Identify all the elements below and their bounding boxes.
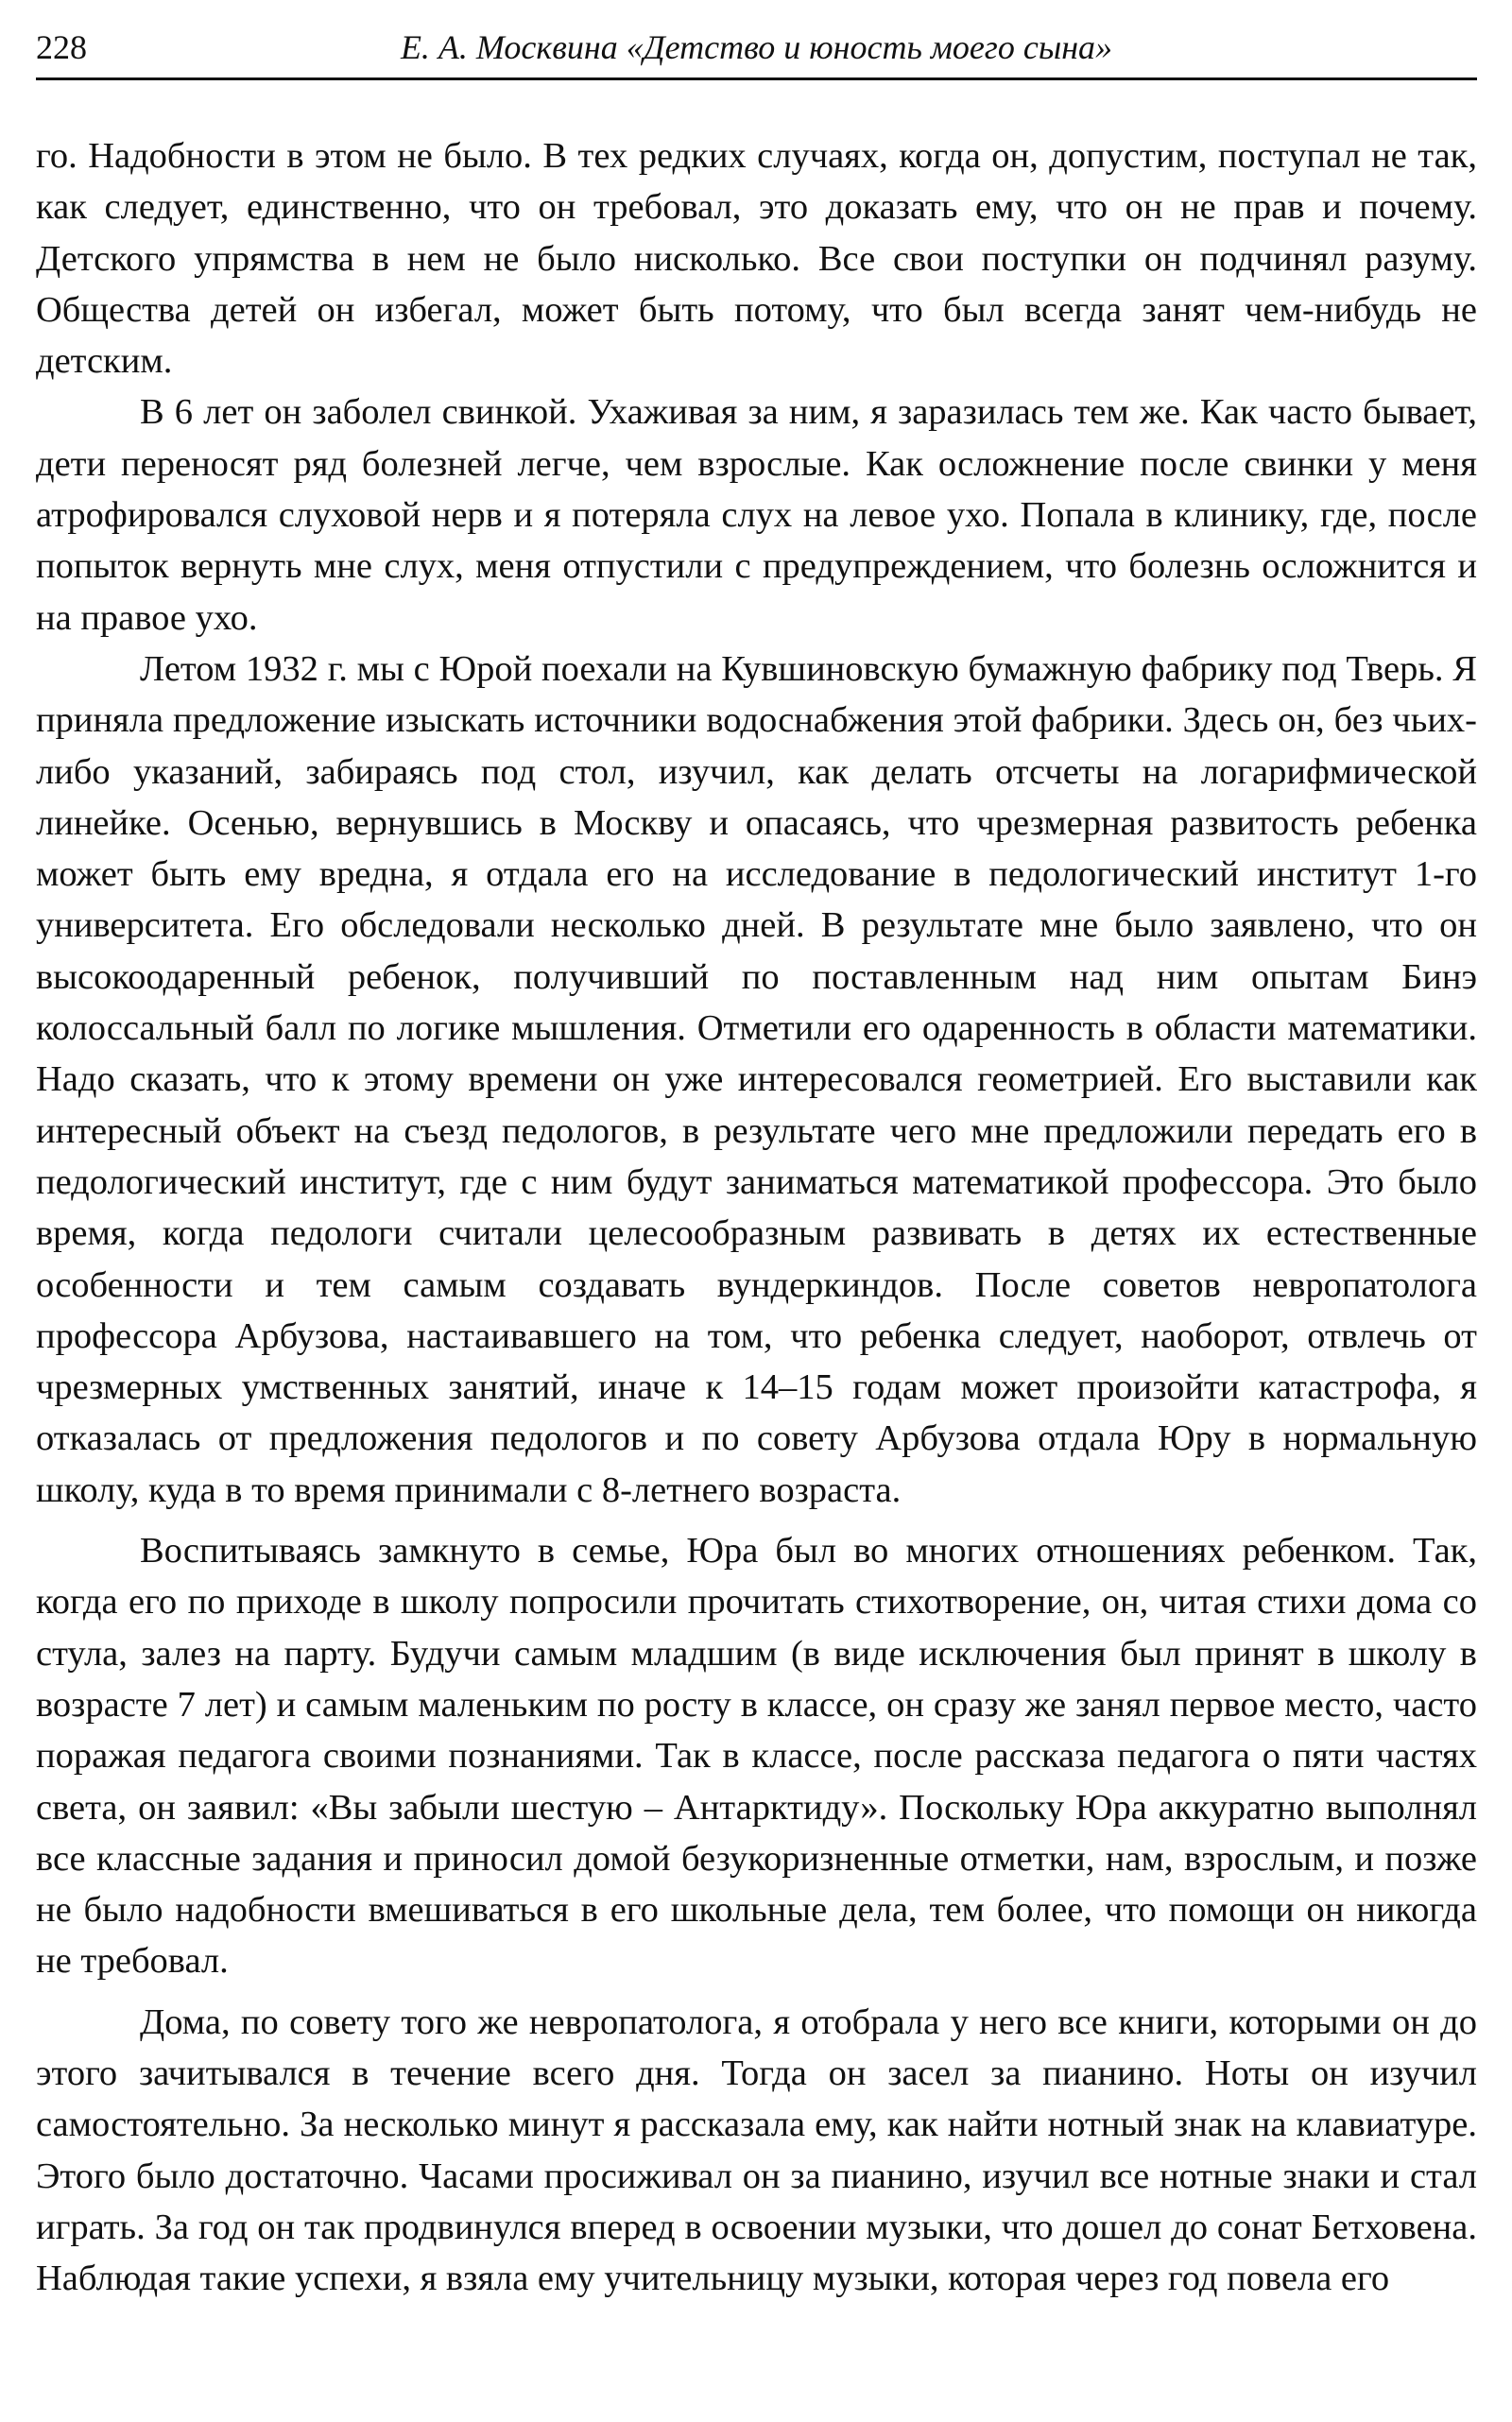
paragraph-continuation: го. Надобности в этом не было. В тех редких случаях, когда он, допустим, поступал не так, как следует, единственно, что он требовал, это доказать ему, что он не прав и почему. Детского упрямства в нем не было нисколько. Все свои поступки он подчинял разуму. Общества детей он избегал, может быть потому, что был всегда занят чем-нибудь не детским. <box>36 136 1477 382</box>
body-text <box>36 130 1477 2304</box>
paragraph-summer-1932: Летом 1932 г. мы с Юрой поехали на Кувшиновскую бумажную фабрику под Тверь. Я приняла предложение изыскать источники водоснабжения этой фабрики. Здесь он, без чьих-либо указаний, забираясь под стол, изучил, как делать отсчеты на логарифмической линейке. Осенью, вернувшись в Москву и опасаясь, что чрезмерная развитость ребенка может быть ему вредна, я отдала его на исследование в педологический институт 1-го университета. Его обследовали несколько дней. В результате мне было заявлено, что он высокоодаренный ребенок, получивший по поставленным над ним опытам Бинэ колоссальный балл по логике мышления. Отметили его одаренность в области математики. Надо сказать, что к этому времени он уже интересовался геометрией. Его выставили как интересный объект на съезд педологов, в результате чего мне предложили передать его в педологический институт, где с ним будут заниматься математикой профессора. Это было время, когда педологи считали целесообразным развивать в детях их естественные особенности и тем самым создавать вундеркиндов. После советов невропатолога профессора Арбузова, настаивавшего на том, что ребенка следует, наоборот, отвлечь от чрезмерных умственных занятий, иначе к 14–15 годам может произойти катастрофа, я отказалась от предложения педологов и по совету Арбузова отдала Юру в нормальную школу, куда в то время принимали с 8-летнего возраста. <box>36 648 1477 1510</box>
header-divider <box>36 77 1477 80</box>
paragraph-mumps: В 6 лет он заболел свинкой. Ухаживая за ним, я заразилась тем же. Как часто бывает, дети переносят ряд болезней легче, чем взрослые. Как осложнение после свинки у меня атрофировался слуховой нерв и я потеряла слух на левое ухо. Попала в клинику, где, после попыток вернуть мне слух, меня отпустили с предупреждением, что болезнь осложнится и на правое ухо. <box>36 392 1477 638</box>
page-number: 228 <box>36 28 87 66</box>
paragraph-piano: Дома, по совету того же невропатолога, я отобрала у него все книги, которыми он до этого зачитывался в течение всего дня. Тогда он засел за пианино. Ноты он изучил самостоятельно. За несколько минут я рассказала ему, как найти нотный знак на клавиатуре. Этого было достаточно. Часами просиживал он за пианино, изучил все нотные знаки и стал играть. За год он так продвинулся вперед в освоении музыки, что дошел до сонат Бетховена. Наблюдая такие успехи, я взяла ему учительницу музыки, которая через год повела его <box>36 2001 1477 2299</box>
running-head <box>36 26 1477 79</box>
paragraph-school: Воспитываясь замкнуто в семье, Юра был во многих отношениях ребенком. Так, когда его по приходе в школу попросили прочитать стихотворение, он, читая стихи дома со стула, залез на парту. Будучи самым младшим (в виде исключения был принят в школу в возрасте 7 лет) и самым маленьким по росту в классе, он сразу же занял первое место, часто поражая педагога своими познаниями. Так в классе, после рассказа педагога о пяти частях света, он заявил: «Вы забыли шестую – Антарктиду». Поскольку Юра аккуратно выполнял все классные задания и приносил домой безукоризненные отметки, нам, взрослым, и позже не было надобности вмешиваться в его школьные дела, тем более, что помощи он никогда не требовал. <box>36 1531 1477 1982</box>
running-title: Е. А. Москвина «Детство и юность моего сына» <box>400 28 1113 66</box>
